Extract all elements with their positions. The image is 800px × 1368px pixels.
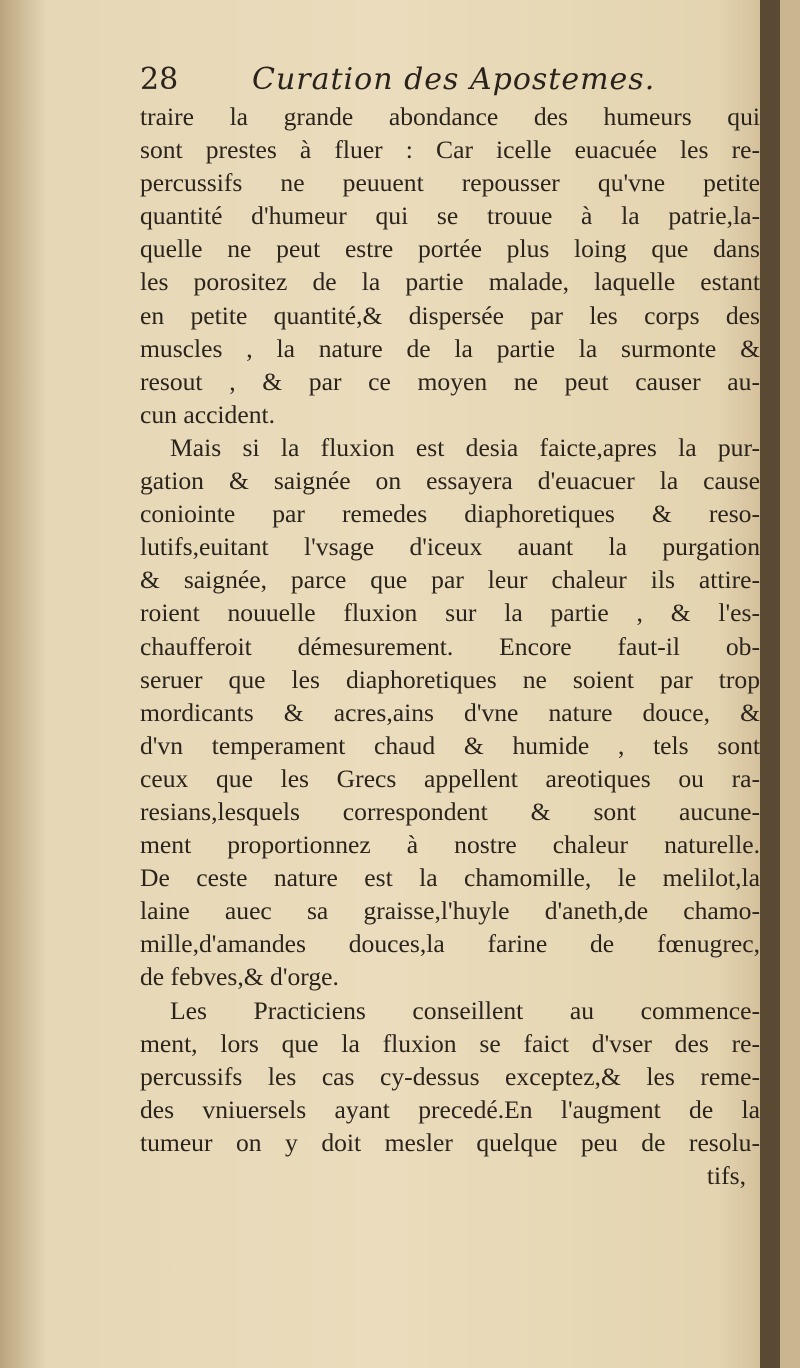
body-text <box>140 100 760 1192</box>
text-line: mordicants & acres,ains d'vne nature douce, & <box>140 697 760 727</box>
text-line: ment, lors que la fluxion se faict d'vser des re- <box>140 1028 760 1058</box>
text-line: De ceste nature est la chamomille, le melilot,la <box>140 863 760 893</box>
text-line: Mais si la fluxion est desia faicte,apres la pur- <box>170 432 760 462</box>
text-line: gation & saignée on essayera d'euacuer la cause <box>140 466 760 496</box>
text-line: cun accident. <box>140 399 276 429</box>
text-line: percussifs les cas cy-dessus exceptez,& les reme- <box>140 1061 760 1091</box>
catchword: tifs, <box>706 1161 746 1190</box>
text-line: en petite quantité,& dispersée par les corps des <box>140 300 760 330</box>
text-line: sont prestes à fluer : Car icelle euacuée les re- <box>140 135 760 165</box>
text-line: Les Practiciens conseillent au commence- <box>170 995 760 1025</box>
text-line: mille,d'amandes douces,la farine de fœnugrec, <box>140 929 760 959</box>
text-line: tumeur on y doit mesler quelque peu de resolu- <box>140 1127 760 1157</box>
text-line: lutifs,euitant l'vsage d'iceux auant la purgation <box>140 532 760 562</box>
text-line: des vniuersels ayant precedé.En l'augment de la <box>140 1094 760 1124</box>
text-line: de febves,& d'orge. <box>140 962 339 992</box>
text-line: coniointe par remedes diaphoretiques & reso- <box>140 499 760 529</box>
text-line: seruer que les diaphoretiques ne soient par trop <box>140 664 760 694</box>
page-number: 28 <box>140 62 179 97</box>
text-line: chaufferoit démesurement. Encore faut-il ob- <box>140 631 760 661</box>
text-line: percussifs ne peuuent repousser qu'vne petite <box>140 168 760 198</box>
text-line: & saignée, parce que par leur chaleur ils attire- <box>140 565 760 595</box>
text-line: laine auec sa graisse,l'huyle d'aneth,de chamo- <box>140 896 760 926</box>
text-line: muscles , la nature de la partie la surmonte & <box>140 333 760 363</box>
text-line: d'vn temperament chaud & humide , tels sont <box>140 730 760 760</box>
text-line: quelle ne peut estre portée plus loing que dans <box>140 234 760 264</box>
text-line: resout , & par ce moyen ne peut causer au- <box>140 366 760 396</box>
text-line: les porositez de la partie malade, laquelle estant <box>140 267 760 297</box>
running-title: Curation des Apostemes. <box>252 62 656 97</box>
text-line: ceux que les Grecs appellent areotiques ou ra- <box>140 763 760 793</box>
text-line: traire la grande abondance des humeurs qui <box>140 102 760 131</box>
page-header <box>140 62 760 102</box>
text-line: quantité d'humeur qui se trouue à la patrie,la- <box>140 201 760 231</box>
text-line: roient nouuelle fluxion sur la partie , & l'es- <box>140 598 760 628</box>
text-line: resians,lesquels correspondent & sont aucune- <box>140 796 760 826</box>
text-line: ment proportionnez à nostre chaleur naturelle. <box>140 830 760 860</box>
